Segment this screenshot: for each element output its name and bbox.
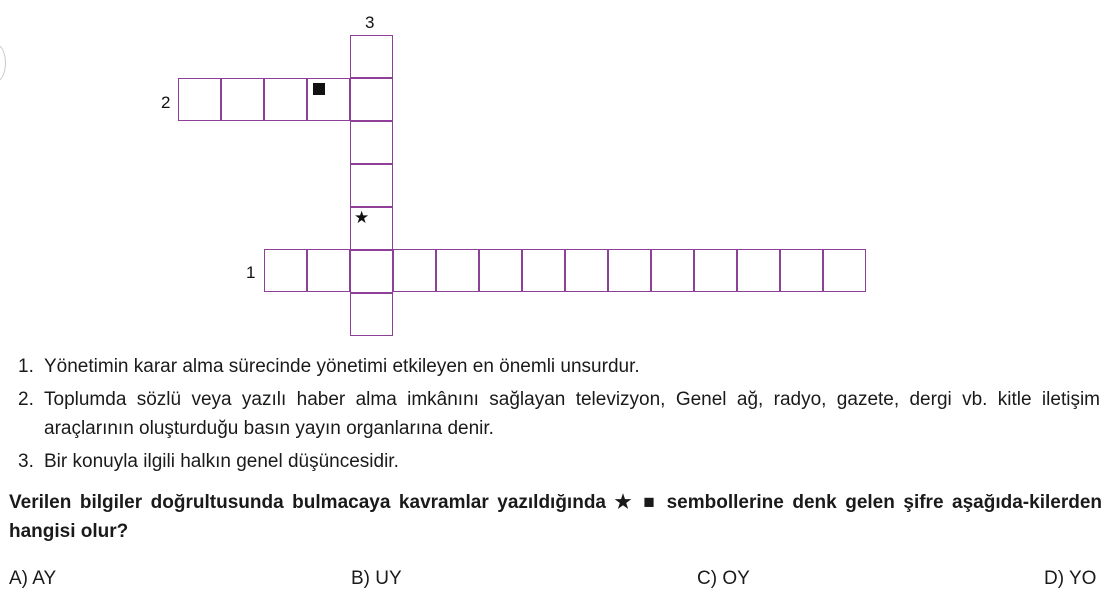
down-3-cell[interactable] <box>350 78 393 121</box>
option-c[interactable]: C) OY <box>697 568 750 589</box>
clue-1-number: 1. <box>18 356 34 377</box>
across-2-cell[interactable] <box>178 78 221 121</box>
across-1-cell[interactable] <box>264 249 307 292</box>
across-1-cell[interactable] <box>780 249 823 292</box>
option-d[interactable]: D) YO <box>1044 568 1097 589</box>
across-2-cell[interactable] <box>307 78 350 121</box>
down-3-cell[interactable] <box>350 164 393 207</box>
down-3-cell[interactable] <box>350 250 393 293</box>
across-2-cell[interactable] <box>221 78 264 121</box>
clue-number-3-label: 3 <box>365 13 375 32</box>
across-1-cell[interactable] <box>565 249 608 292</box>
across-1-cell[interactable] <box>307 249 350 292</box>
down-3-cell[interactable] <box>350 293 393 336</box>
across-1-cell[interactable] <box>479 249 522 292</box>
down-3-cell[interactable] <box>350 207 393 250</box>
clue-2-text: Toplumda sözlü veya yazılı haber alma imkânını sağlayan televizyon, Genel ağ, radyo, gazete, dergi vb. kitle iletişim araçlarının oluşturduğu basın yayın organlarına denir. <box>44 389 1100 439</box>
down-3-cell[interactable] <box>350 121 393 164</box>
across-1-cell[interactable] <box>522 249 565 292</box>
across-1-cell[interactable] <box>651 249 694 292</box>
clue-number-1-label: 1 <box>246 263 256 282</box>
across-1-cell[interactable] <box>393 249 436 292</box>
clue-1 <box>18 352 1100 381</box>
clue-3-number: 3. <box>18 451 34 472</box>
option-b[interactable]: B) UY <box>351 568 402 589</box>
across-1-cell[interactable] <box>694 249 737 292</box>
across-1-cell[interactable] <box>436 249 479 292</box>
clue-2-number: 2. <box>18 389 34 410</box>
across-1-cell[interactable] <box>737 249 780 292</box>
across-2-cell[interactable] <box>264 78 307 121</box>
clue-2 <box>18 385 1100 443</box>
clue-number-2-label: 2 <box>161 93 171 112</box>
question-text: Verilen bilgiler doğrultusunda bulmacaya kavramlar yazıldığında ★ ■ sembollerine denk gelen şifre aşağıda-kilerden hangisi olur? <box>9 492 1102 542</box>
clue-3-text: Bir konuyla ilgili halkın genel düşüncesidir. <box>44 451 399 472</box>
star-symbol-icon: ★ <box>354 208 370 228</box>
across-1-cell[interactable] <box>823 249 866 292</box>
page-edge-decoration <box>0 44 6 82</box>
across-1-cell[interactable] <box>608 249 651 292</box>
clue-3 <box>18 447 1100 476</box>
option-a[interactable]: A) AY <box>9 568 57 589</box>
clue-1-text: Yönetimin karar alma sürecinde yönetimi etkileyen en önemli unsurdur. <box>44 356 640 377</box>
square-symbol-icon <box>313 83 325 95</box>
down-3-cell[interactable] <box>350 35 393 78</box>
